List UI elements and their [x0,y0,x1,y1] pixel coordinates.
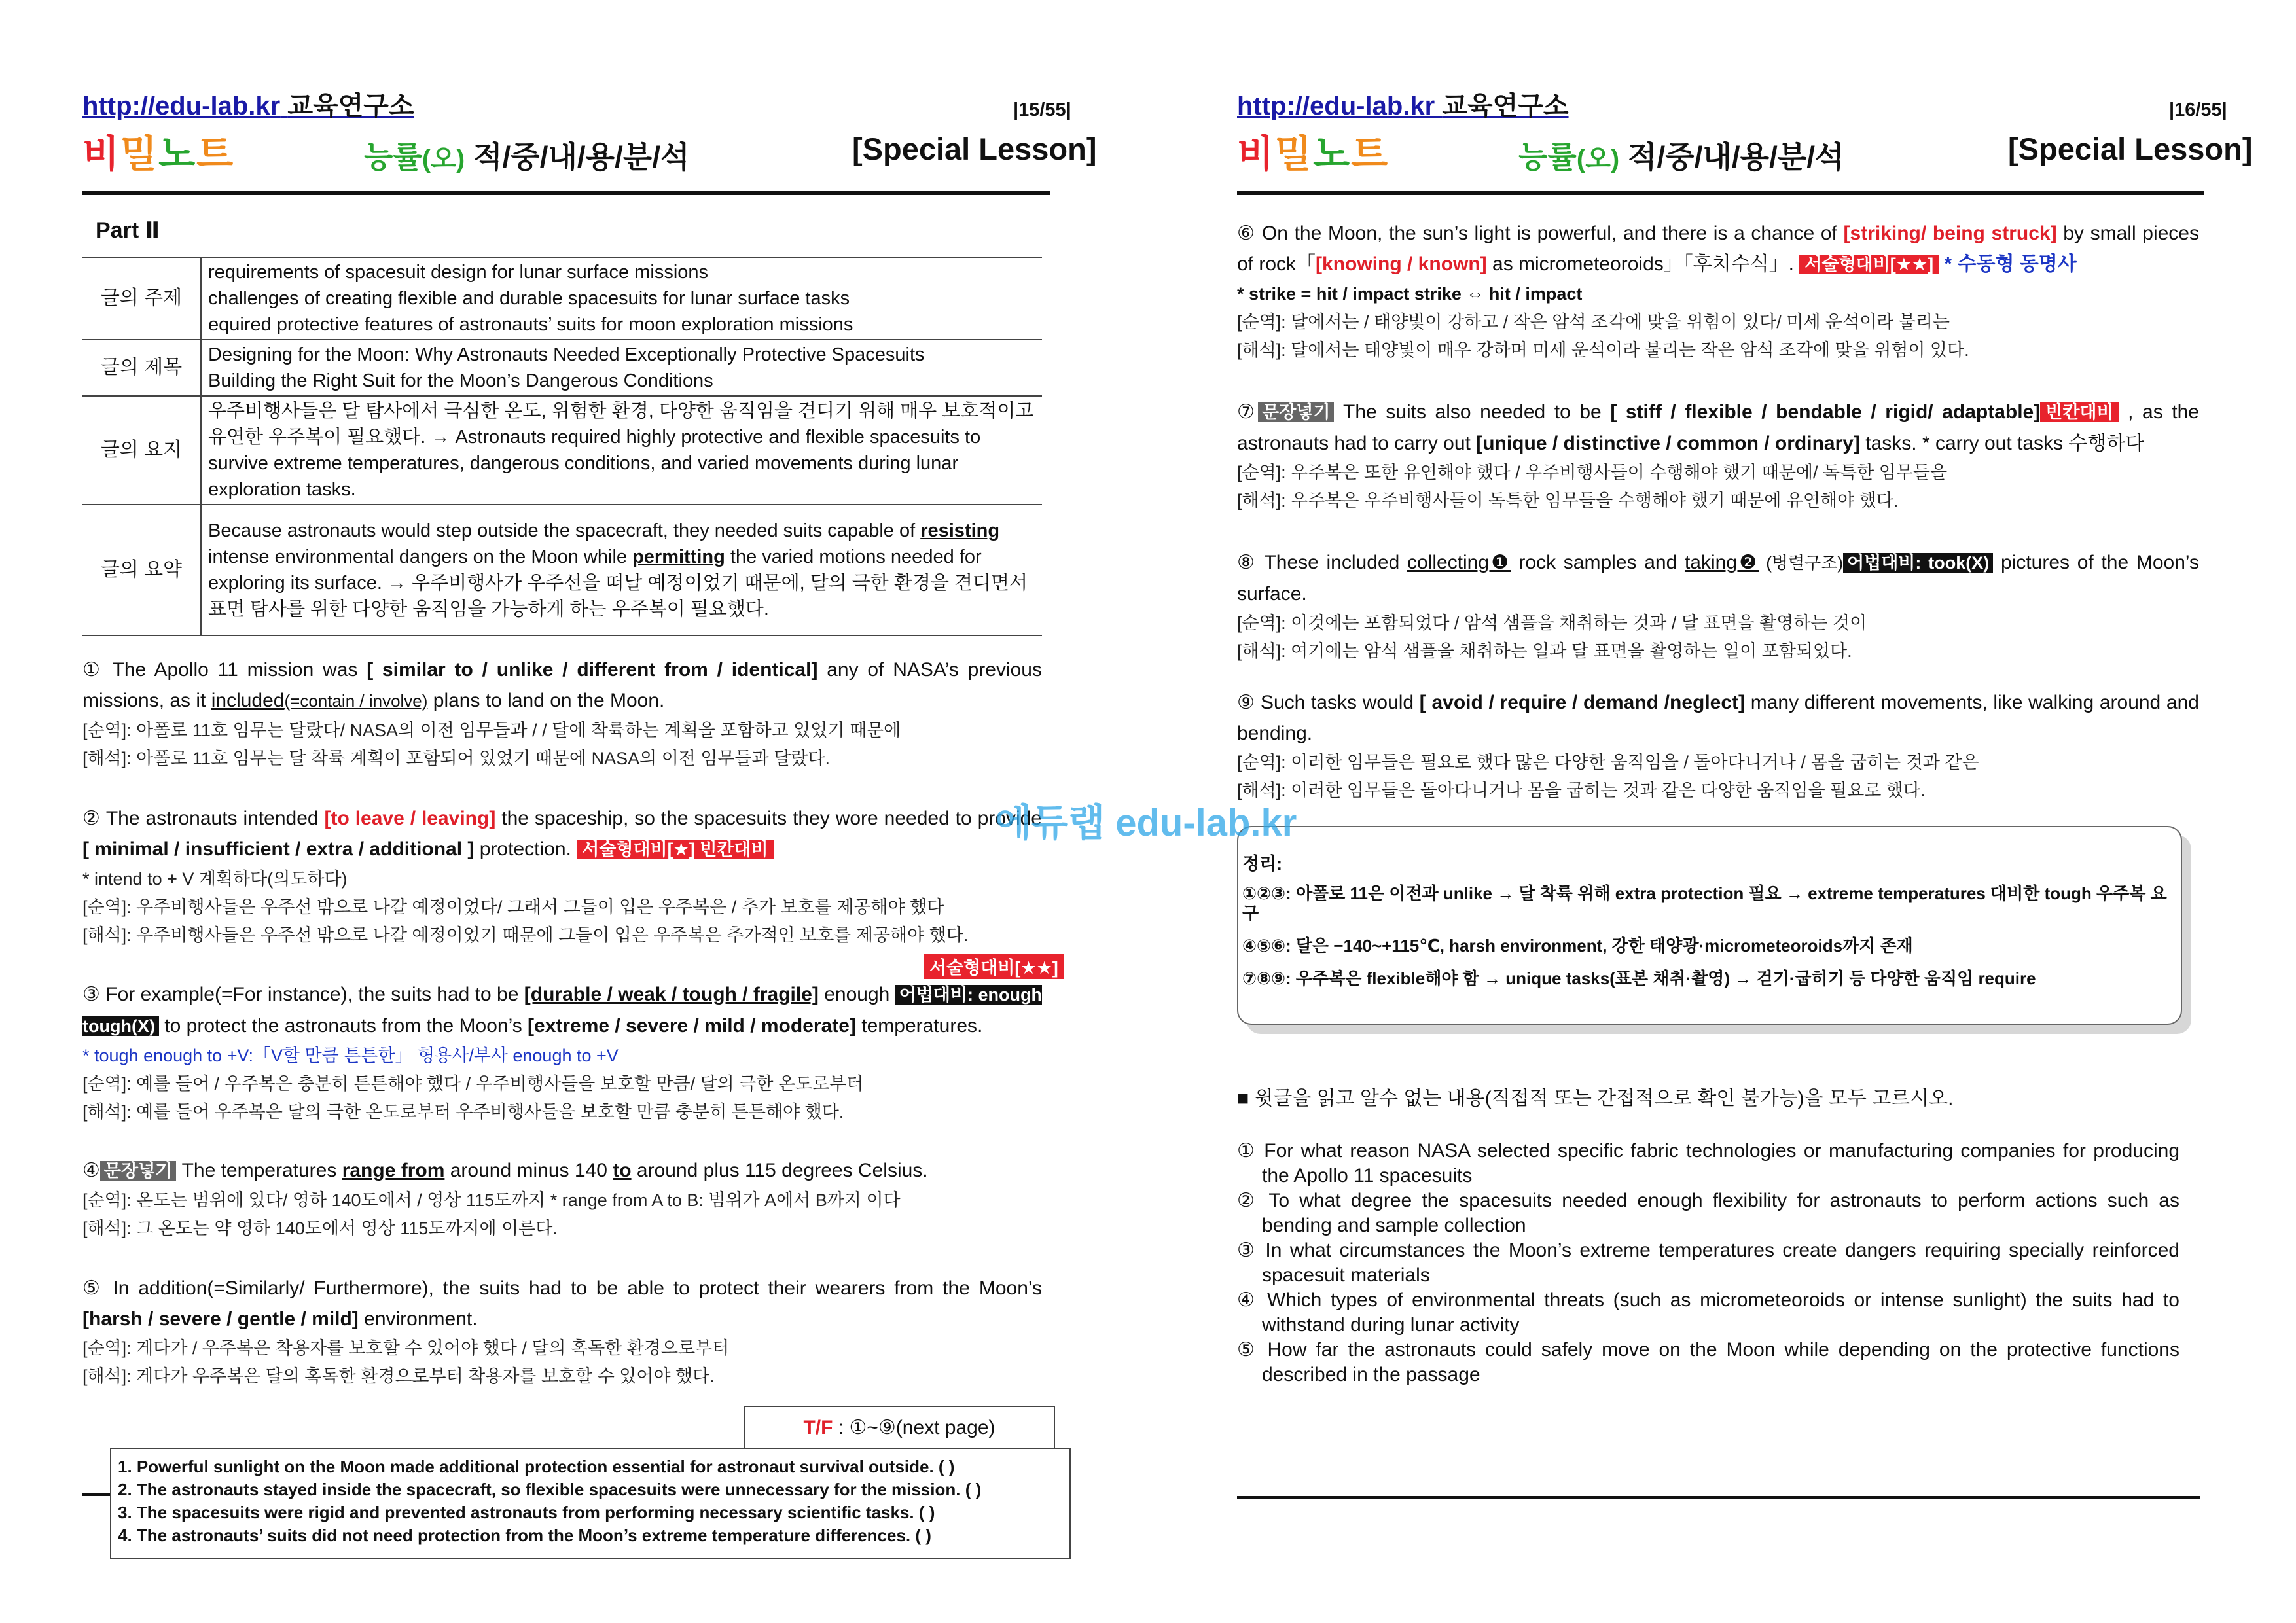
sentence-7: ⑦ 문장넣기 The suits also needed to be [ stiff / flexible / bendable / rigid/ adaptable] 빈칸대비 , as the astronauts had to carry out [unique / distinctive / common / ordinary] tasks. * carry out tasks 수행하다 [순역]: 우주복은 또한 유연해야 했다 / 우주비행사들이 수행해야 했기 때문에/ 독특한 임무들을 [해석]: 우주복은 우주비행사들이 독특한 임무들을 수행해야 했기 때문에 유연해야 했다. [1237,397,2199,515]
sentence-1-translation: [해석]: 아폴로 11호 임무는 달 착륙 계획이 포함되어 있었기 때문에 NASA의 이전 임무들과 달랐다. [82,749,830,768]
lesson-title: [Special Lesson] [852,132,1097,166]
answer-option[interactable]: ③ In what circumstances the Moon’s extreme temperatures create dangers requiring specially reinforced spacesuit materials [1237,1240,2179,1286]
answer-option[interactable]: ② To what degree the spacesuits needed enough flexibility for astronauts to perform actions such as bending and sample collection [1237,1190,2179,1236]
title-cell: Designing for the Moon: Why Astronauts Needed Exceptionally Protective Spacesuits Building the Right Suit for the Moon’s Dangerous Conditions [201,340,1042,396]
sentence-1: ① The Apollo 11 mission was [ similar to / unlike / different from / identical] any of NASA’s previous missions, as it included(=contain / involve) plans to land on the Moon. [순역]: 아폴로 11호 임무는 달랐다/ NASA의 이전 임무들과 / / 달에 착륙하는 계획을 포함하고 있었기 때문에 [해석]: 아폴로 11호 임무는 달 착륙 계획이 포함되어 있었기 때문에 NASA의 이전 임무들과 달랐다. [82,654,1042,773]
answer-option[interactable]: ④ Which types of environmental threats (such as micrometeoroids or intense sunlight) the suits had to withstand during lunar activity [1237,1289,2179,1336]
sentence-8: ⑧ These included collecting❶ rock samples and taking❷ (병렬구조) 어법대비: took(X) pictures of the Moon’s surface. [순역]: 이것에는 포함되었다 / 암석 샘플을 채취하는 것과 / 달 표면을 촬영하는 것이 [해석]: 여기에는 암석 샘플을 채취하는 일과 달 표면을 촬영하는 일이 포함되었다. [1237,547,2199,666]
essay-badge: 서술형대비[★★] [924,954,1064,979]
sentence-5-literal: [순역]: 게다가 / 우주복은 착용자를 보호할 수 있어야 했다 / 달의 혹독한 환경으로부터 [82,1338,730,1358]
brand-logo: 비밀노트 [1237,133,1390,175]
summary-item: ④⑤⑥: 달은 −140~+115℃, harsh environment, 강한 태양광·micrometeoroids까지 존재 [1242,936,1913,955]
sentence-3-note: * tough enough to +V:「V할 만큼 튼튼한」 형용사/부사 enough to +V [82,1046,619,1065]
answer-options [1237,1139,2179,1387]
grammar-badge: 어법대비: took(X) [1843,553,1993,573]
tf-item: 2. The astronauts stayed inside the spacecraft, so flexible spacesuits were unnecessary for the mission. ( ) [118,1480,982,1499]
sentence-4: ④ 문장넣기 The temperatures range from around minus 140 to around plus 115 degrees Celsius. [순역]: 온도는 범위에 있다/ 영하 140도에서 / 영상 115도까지 * range from A to B: 범위가 A에서 B까지 이다 [해석]: 그 온도는 약 영하 140도에서 영상 115도까지에 이른다. [82,1155,1042,1243]
gist-header: 글의 요지 [82,396,201,505]
sentence-9-translation: [해석]: 이러한 임무들은 돌아다니거나 몸을 굽히는 것과 같은 다양한 움직임을 필요로 했다. [1237,781,1926,800]
lesson-subtitle: 능률(오) 적/중/내/용/분/석 [1518,140,1844,174]
sentence-7-literal: [순역]: 우주복은 또한 유연해야 했다 / 우주비행사들이 수행해야 했기 때문에/ 독특한 임무들을 [1237,463,1948,482]
essay-badge: 서술형대비[★★] [1799,255,1939,274]
tf-item: 3. The spacesuits were rigid and prevented astronauts from performing necessary scientific tasks. ( ) [118,1503,935,1522]
summary-cell: Because astronauts would step outside the spacecraft, they needed suits capable of resisting intense environmental dangers on the Moon while permitting the varied motions needed for exploring its surface. → 우주비행사가 우주선을 떠날 예정이었기 때문에, 달의 극한 환경을 견디면서 표면 탐사를 위한 다양한 움직임을 가능하게 하는 우주복이 필요했다. [201,505,1042,635]
sentence-3-translation: [해석]: 예를 들어 우주복은 달의 극한 온도로부터 우주비행사들을 보호할 만큼 충분히 튼튼해야 했다. [82,1102,844,1122]
topic-header: 글의 주제 [82,257,201,340]
summary-item: ⑦⑧⑨: 우주복은 flexible해야 함 → unique tasks(표본 채취·촬영) → 걷기·굽히기 등 다양한 움직임 require [1242,969,2036,988]
insert-badge: 문장넣기 [1258,402,1334,422]
tf-item: 1. Powerful sunlight on the Moon made additional protection essential for astronaut survival outside. ( ) [118,1457,955,1476]
sentence-8-translation: [해석]: 여기에는 암석 샘플을 채취하는 일과 달 표면을 촬영하는 일이 포함되었다. [1237,641,1852,661]
summary-header: 글의 요약 [82,505,201,635]
tf-header-box: T/F : ①~⑨(next page) [744,1406,1055,1450]
sentence-7-translation: [해석]: 우주복은 우주비행사들이 독특한 임무들을 수행해야 했기 때문에 유연해야 했다. [1237,491,1899,510]
header-divider [82,191,1050,195]
tf-questions-box [110,1448,1071,1559]
sentence-3: ③ For example(=For instance), the suits had to be [durable / weak / tough / fragile] enough 어법대비: enough tough(X) to protect the astronauts from the Moon’s [extreme / severe / mild / moderate] temperatures. * tough enough to +V:「V할 만큼 튼튼한」 형용사/부사 enough to +V [순역]: 예를 들어 / 우주복은 충분히 튼튼해야 했다 / 우주비행사들을 보호할 만큼/ 달의 극한 온도로부터 [해석]: 예를 들어 우주복은 달의 극한 온도로부터 우주비행사들을 보호할 만큼 충분히 튼튼해야 했다. [82,979,1042,1126]
part-title: Part Ⅱ [96,218,160,243]
summary-list [1242,883,2172,988]
gist-cell: 우주비행사들은 달 탐사에서 극심한 온도, 위험한 환경, 다양한 움직임을 견디기 위해 매우 보호적이고 유연한 우주복이 필요했다. → Astronauts required highly protective and flexible spacesuits to survive extreme temperatures, dangerous conditions, and varied movements during lunar exploration tasks. [201,396,1042,505]
sentence-6-note: * strike = hit / impact strike ⇔ hit / impact [1237,284,1583,304]
sentence-3-literal: [순역]: 예를 들어 / 우주복은 충분히 튼튼해야 했다 / 우주비행사들을 보호할 만큼/ 달의 극한 온도로부터 [82,1074,864,1094]
title-header: 글의 제목 [82,340,201,396]
site-url-link[interactable]: http://edu-lab.kr 교육연구소 [82,92,414,120]
tf-item: 4. The astronauts’ suits did not need protection from the Moon’s extreme temperature differences. ( ) [118,1525,931,1545]
insert-badge: 문장넣기 [100,1161,176,1181]
question-prompt: ■ 윗글을 읽고 알수 없는 내용(직접적 또는 간접적으로 확인 불가능)을 모두 고르시오. [1237,1088,1954,1109]
sentence-4-translation: [해석]: 그 온도는 약 영하 140도에서 영상 115도까지에 이른다. [82,1219,558,1238]
page-number: |15/55| [1013,99,1071,120]
brand-logo: 비밀노트 [82,133,235,175]
sentence-1-literal: [순역]: 아폴로 11호 임무는 달랐다/ NASA의 이전 임무들과 / / 달에 착륙하는 계획을 포함하고 있었기 때문에 [82,721,901,740]
footer-divider [1237,1496,2200,1499]
header-divider [1237,191,2204,195]
sentence-6: ⑥ On the Moon, the sun’s light is powerful, and there is a chance of [striking/ being struck] by small pieces of rock「[knowing / known] as micrometeoroids」「후치수식」. 서술형대비[★★] * 수동형 동명사 * strike = hit / impact strike ⇔ hit / impact [순역]: 달에서는 / 태양빛이 강하고 / 작은 암석 조각에 맞을 위험이 있다/ 미세 운석이라 불리는 [해석]: 달에서는 태양빛이 매우 강하며 미세 운석이라 불리는 작은 암석 조각에 맞을 위험이 있다. [1237,218,2199,365]
sentence-9: ⑨ Such tasks would [ avoid / require / demand /neglect] many different movements, like walking around and bending. [순역]: 이러한 임무들은 필요로 했다 많은 다양한 움직임을 / 돌아다니거나 / 몸을 굽히는 것과 같은 [해석]: 이러한 임무들은 돌아다니거나 몸을 굽히는 것과 같은 다양한 움직임을 필요로 했다. [1237,687,2199,805]
sentence-5: ⑤ In addition(=Similarly/ Furthermore), the suits had to be able to protect their wearers from the Moon’s [harsh / severe / gentle / mild] environment. [순역]: 게다가 / 우주복은 착용자를 보호할 수 있어야 했다 / 달의 혹독한 환경으로부터 [해석]: 게다가 우주복은 달의 혹독한 환경으로부터 착용자를 보호할 수 있어야 했다. [82,1273,1042,1391]
sentence-2-note: * intend to + V 계획하다(의도하다) [82,869,348,889]
grammar-badge: 어법대비: enough tough(X) [82,985,1042,1036]
sentence-2-literal: [순역]: 우주비행사들은 우주선 밖으로 나갈 예정이었다/ 그래서 그들이 입은 우주복은 / 추가 보호를 제공해야 했다 [82,897,944,917]
site-url-link[interactable]: http://edu-lab.kr 교육연구소 [1237,92,1569,120]
blank-badge: 빈칸대비 [2040,402,2119,422]
answer-option[interactable]: ① For what reason NASA selected specific fabric technologies or manufacturing companies for producing the Apollo 11 spacesuits [1237,1140,2179,1186]
lesson-title: [Special Lesson] [2008,132,2253,166]
sentence-2-translation: [해석]: 우주비행사들은 우주선 밖으로 나갈 예정이었기 때문에 그들이 입은 우주복은 추가적인 보호를 제공해야 했다. [82,925,969,945]
summary-title: 정리: [1242,854,1283,874]
sentence-6-literal: [순역]: 달에서는 / 태양빛이 강하고 / 작은 암석 조각에 맞을 위험이 있다/ 미세 운석이라 불리는 [1237,312,1950,332]
summary-item: ①②③: 아폴로 11은 이전과 unlike → 달 착륙 위해 extra protection 필요 → extreme temperatures 대비한 tough 우주복 요구 [1242,883,2167,923]
essay-badge: 서술형대비[★] 빈칸대비 [577,840,773,859]
sentence-2: ② The astronauts intended [to leave / leaving] the spaceship, so the spacesuits they wore needed to provide [ minimal / insufficient / extra / additional ] protection. 서술형대비[★] 빈칸대비 * intend to + V 계획하다(의도하다) [순역]: 우주비행사들은 우주선 밖으로 나갈 예정이었다/ 그래서 그들이 입은 우주복은 / 추가 보호를 제공해야 했다 [해석]: 우주비행사들은 우주선 밖으로 나갈 예정이었기 때문에 그들이 입은 우주복은 추가적인 보호를 제공해야 했다. [82,803,1042,950]
summary-box [1237,826,2182,1025]
page-number: |16/55| [2169,99,2227,120]
answer-option[interactable]: ⑤ How far the astronauts could safely move on the Moon while depending on the protective functions described in the passage [1237,1339,2179,1385]
sentence-9-literal: [순역]: 이러한 임무들은 필요로 했다 많은 다양한 움직임을 / 돌아다니거나 / 몸을 굽히는 것과 같은 [1237,753,1979,772]
topic-cell: requirements of spacesuit design for lunar surface missions challenges of creating flexible and durable spacesuits for lunar surface tasks equired protective features of astronauts’ suits for moon exploration missions [201,257,1042,340]
watermark: 에듀랩 edu-lab.kr [995,802,1297,844]
sentence-5-translation: [해석]: 게다가 우주복은 달의 혹독한 환경으로부터 착용자를 보호할 수 있어야 했다. [82,1366,715,1386]
right-page [1148,0,2296,1623]
lesson-subtitle: 능률(오) 적/중/내/용/분/석 [364,140,690,174]
sentence-6-translation: [해석]: 달에서는 태양빛이 매우 강하며 미세 운석이라 불리는 작은 암석 조각에 맞을 위험이 있다. [1237,340,1969,360]
sentence-4-literal: [순역]: 온도는 범위에 있다/ 영하 140도에서 / 영상 115도까지 * range from A to B: 범위가 A에서 B까지 이다 [82,1190,901,1210]
passage-info-table [82,257,1042,636]
sentence-8-literal: [순역]: 이것에는 포함되었다 / 암석 샘플을 채취하는 것과 / 달 표면을 촬영하는 것이 [1237,613,1867,633]
